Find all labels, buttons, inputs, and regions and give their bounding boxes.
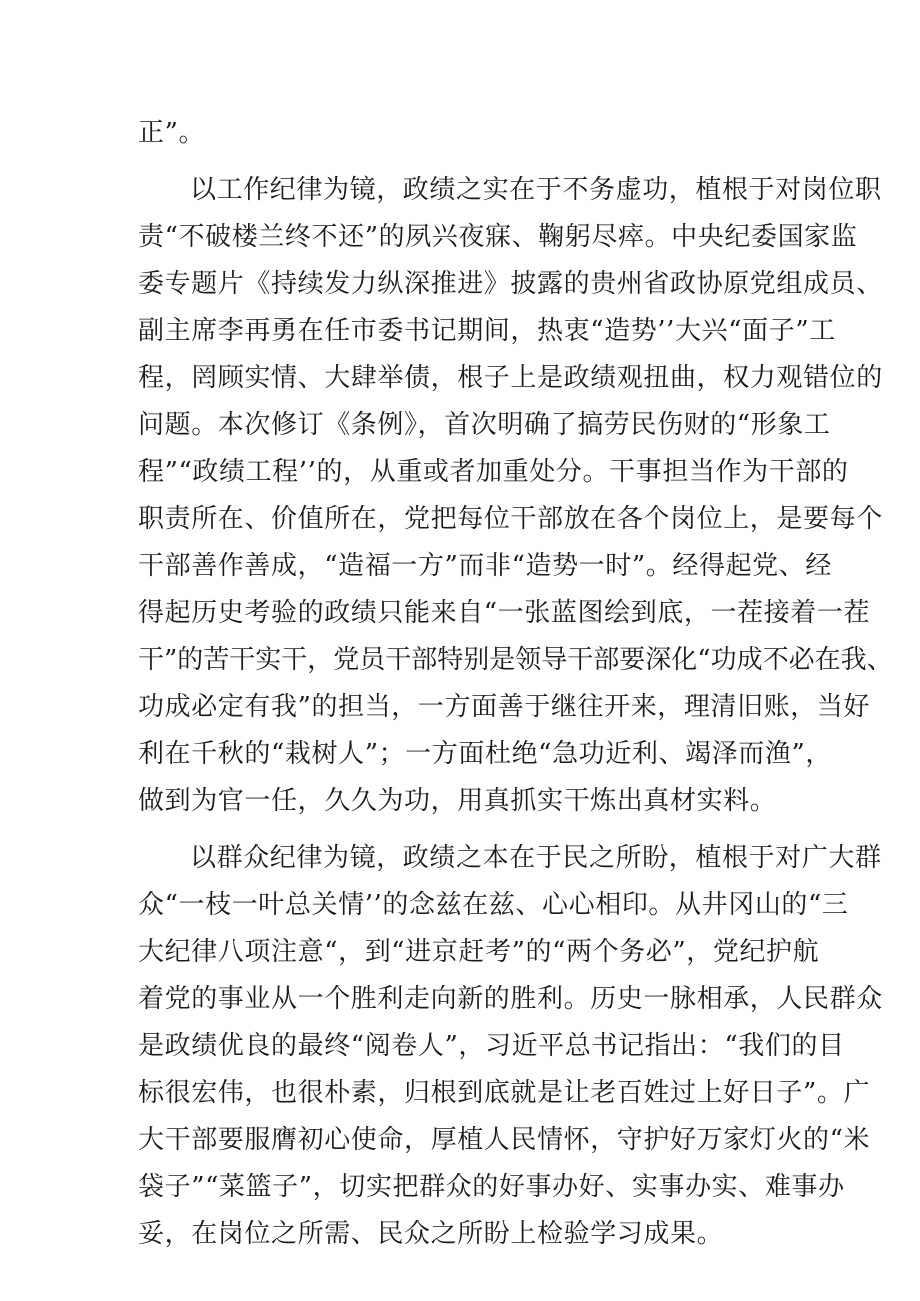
paragraph-line: 委专题片《持续发力纵深推进》披露的贵州省政协原党组成员、 (138, 269, 883, 299)
paragraph-line: 功成必定有我”的担当，一方面善于继往开来，理清旧账，当好 (138, 692, 871, 722)
paragraph-line: 干”的苦干实干，党员干部特别是领导干部要深化“功成不必在我、 (138, 645, 893, 675)
paragraph-line: 程”“政绩工程’’的，从重或者加重处分。干事担当作为干部的 (138, 457, 849, 487)
paragraph-line: 妥，在岗位之所需、民众之所盼上检验学习成果。 (138, 1219, 724, 1249)
paragraph-line: 以工作纪律为镜，政绩之实在于不务虚功，植根于对岗位职 (190, 175, 882, 205)
paragraph-line: 问题。本次修订《条例》，首次明确了搞劳民伤财的“形象工 (138, 410, 831, 440)
paragraph-line: 职责所在、价值所在，党把每位干部放在各个岗位上，是要每个 (138, 504, 883, 534)
paragraph-line: 众“一枝一叶总关情’’的念兹在兹、心心相印。从井冈山的“三 (138, 890, 849, 920)
paragraph-line: 利在千秋的“栽树人”；一方面杜绝“急功近利、竭泽而渔”， (138, 739, 832, 769)
carryover-line: 正”。 (138, 118, 206, 148)
paragraph-line: 标很宏伟，也很朴素，归根到底就是让老百姓过上好日子”。广 (138, 1078, 871, 1108)
paragraph-line: 做到为官一任，久久为功，用真抓实干炼出真材实料。 (138, 786, 777, 816)
paragraph-line: 袋子”“菜篮子”，切实把群众的好事办好、实事办实、难事办 (138, 1172, 845, 1202)
paragraph-line: 干部善作善成，“造福一方”而非“造势一时”。经得起党、经 (138, 551, 832, 581)
paragraph-line: 责“不破楼兰终不还”的夙兴夜寐、鞠躬尽瘁。中央纪委国家监 (138, 222, 858, 252)
paragraph-line: 大干部要服膺初心使命，厚植人民情怀，守护好万家灯火的“米 (138, 1125, 871, 1155)
paragraph-line: 以群众纪律为镜，政绩之本在于民之所盼，植根于对广大群 (190, 843, 882, 873)
paragraph-line: 着党的事业从一个胜利走向新的胜利。历史一脉相承，人民群众 (138, 984, 883, 1014)
paragraph-line: 得起历史考验的政绩只能来自“一张蓝图绘到底，一茬接着一茬 (138, 598, 871, 628)
paragraph-line: 程，罔顾实情、大肆举债，根子上是政绩观扭曲，权力观错位的 (138, 363, 883, 393)
paragraph-line: 副主席李再勇在任市委书记期间，热衷“造势’’大兴“面子”工 (138, 316, 836, 346)
paragraph-line: 是政绩优良的最终“阅卷人”，习近平总书记指出：“我们的目 (138, 1031, 845, 1061)
paragraph-line: 大纪律八项注意“，到“进京赶考”的“两个务必”，党纪护航 (138, 937, 820, 967)
